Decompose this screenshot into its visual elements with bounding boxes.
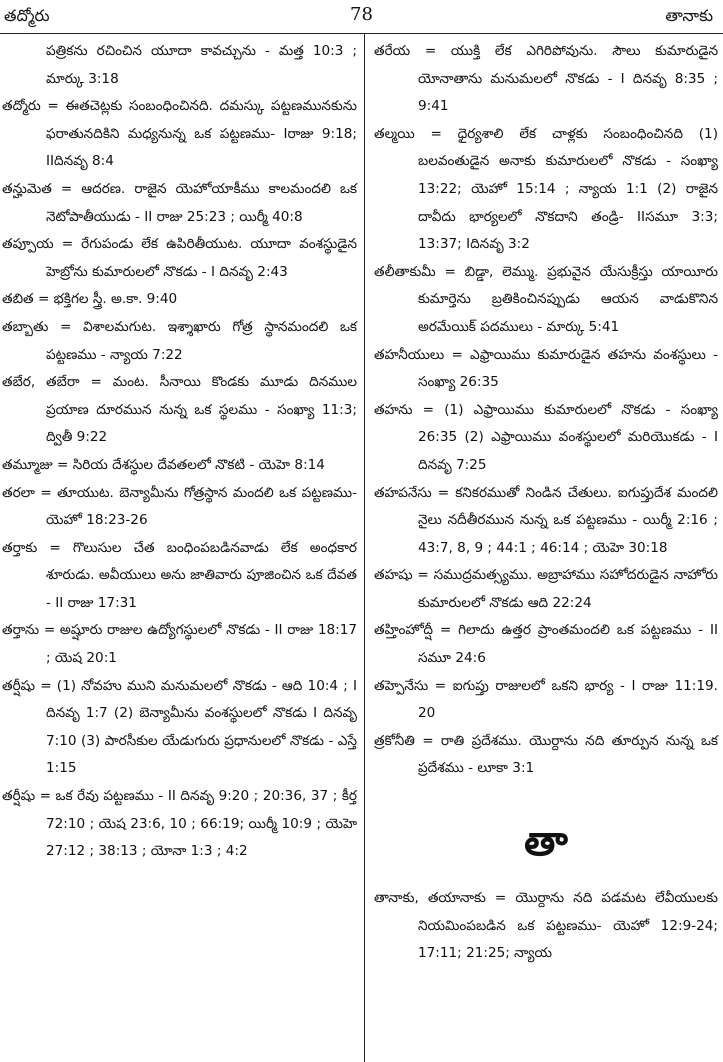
dictionary-entry bbox=[374, 121, 718, 259]
entry-headword: తమ్మూజు bbox=[2, 456, 53, 473]
header-guide-word-right: తానాకు bbox=[665, 6, 713, 25]
entry-definition: = తూయుట. బెన్యామీను గోత్రస్థాన మందలి ఒక పట్టణము- యెహో 18:23-26 bbox=[34, 484, 357, 529]
entry-headword: తద్మోరు bbox=[2, 98, 41, 115]
entry-definition: = ఒక రేవు పట్టణము - II దినవృ 9:20 ; 20:36, 37 ; కీర్త 72:10 ; యెష 23:6, 10 ; 66:19; యిర్మీ 10:9 ; యెహె 27:12 ; 38:13 ; యోనా 1:3 ; 4:2 bbox=[35, 788, 357, 860]
dictionary-entry bbox=[2, 369, 357, 452]
dictionary-entry bbox=[374, 562, 718, 617]
column-divider bbox=[364, 34, 365, 1062]
dictionary-entry bbox=[2, 452, 357, 480]
entry-definition: = భక్తిగల స్త్రీ. అ.కా. 9:40 bbox=[33, 291, 178, 308]
entry-definition: = యుక్తి లేక ఎగిరిపోవును. సౌలు కుమారుడైన యోనాతాను మనుమలలో నొకడు - I దినవృ 8:35 ; 9:41 bbox=[410, 43, 718, 115]
entry-definition: = యొర్దాను నది పడమట లేవీయులకు నియమింపబడిన ఒక పట్టణము- యెహో 12:9-24; 17:11; 21:25; న్యాయ bbox=[418, 890, 718, 962]
dictionary-entry bbox=[374, 728, 718, 783]
section-heading: తా bbox=[524, 819, 568, 866]
entry-headword: తప్పూయ bbox=[2, 236, 54, 253]
dictionary-entry bbox=[374, 259, 718, 342]
entry-headword: తబిత bbox=[2, 291, 34, 308]
header-guide-word-left: తద్మోరు bbox=[4, 6, 50, 25]
right-entries bbox=[374, 38, 718, 783]
entry-definition: = (1) ఎఫ్రాయిము కుమారులలో నొకడు - సంఖ్యా 26:35 (2) ఎఫ్రాయిము వంశస్థులలో మరియొకడు - I దినవృ 7:25 bbox=[412, 401, 718, 473]
page-header bbox=[0, 0, 723, 32]
entry-headword: తరేయ bbox=[374, 43, 411, 59]
entry-definition: = రాతి ప్రదేశము. యొర్దాను నది తూర్పున నున్న ఒక ప్రదేశము - లూకా 3:1 bbox=[414, 732, 718, 777]
entry-definition: = రేగుపండు లేక ఉపిరితీయుట. యూదా వంశస్థుడైన హెబ్రోను కుమారులలో నొకడు - I దినవృ 2:43 bbox=[46, 236, 357, 280]
dictionary-entry bbox=[374, 480, 718, 563]
entry-headword: తహషు bbox=[374, 567, 413, 584]
entry-definition: = అష్షూరు రాజుల ఉద్యోగస్థులలో నొకడు - II రాజు 18:17 ; యెష 20:1 bbox=[39, 622, 357, 667]
dictionary-entry bbox=[2, 617, 357, 672]
entry-headword: తర్షీషు bbox=[2, 788, 36, 805]
entry-headword: త్రకోనీతి bbox=[374, 732, 415, 749]
entry-headword: తహ్తింహోద్షీ bbox=[374, 622, 433, 639]
continued-entry: పత్రికను రచించిన యూదా కావచ్చును - మత్త 10:3 ; మార్కు 3:18 bbox=[46, 43, 357, 87]
dictionary-entry bbox=[2, 673, 357, 783]
entry-definition: = బిడ్డా, లెమ్ము. ప్రభువైన యేసుక్రీస్తు యాయీరు కుమార్తెను బ్రతికించినప్పుడు ఆయన వాడుకొనిన అరమేయిక్ పదములు - మార్కు 5:41 bbox=[418, 263, 718, 335]
entry-definition: = మంట. సీనాయి కొండకు మూడు దినముల ప్రయాణ దూరమున నున్న ఒక స్థలము - సంఖ్యా 11:3; ద్వితీ 9:22 bbox=[46, 374, 357, 446]
entry-definition: = (1) నోవహు ముని మనుమలలో నొకడు - ఆది 10:4 ; I దినవృ 1:7 (2) బెన్యామీను వంశస్థులలో నొకడు I దినవృ 7:10 (3) పారసీకుల యేడుగురు ప్రధానులలో నొకడు - ఎస్తే 1:15 bbox=[35, 677, 357, 777]
entry-headword: తబేర, తబేరా bbox=[2, 374, 80, 391]
entry-headword: తబ్బాతు bbox=[2, 318, 49, 335]
entry-definition: = ఆదరణ. రాజైన యెహోయాకీము కాలమందలి ఒక నెటోపాతీయుడు - II రాజు 25:23 ; యిర్మీ 40:8 bbox=[46, 180, 357, 225]
dictionary-entry bbox=[2, 176, 357, 231]
dictionary-entry bbox=[2, 480, 357, 535]
dictionary-entry bbox=[2, 314, 357, 369]
entry-headword: తహ్పెనేసు bbox=[374, 677, 429, 694]
entry-headword: తల్మయి bbox=[374, 125, 415, 142]
entry-headword: తర్షీషు bbox=[2, 677, 36, 694]
dictionary-entry bbox=[374, 38, 718, 121]
dictionary-entry bbox=[2, 783, 357, 866]
entry-definition: = గొలుసుల చేత బంధింపబడినవాడు లేక అంధకార శూరుడు. అవీయులు అను జాతివారు పూజించిన ఒక దేవత - II రాజు 17:31 bbox=[37, 539, 357, 611]
dictionary-entry bbox=[374, 885, 718, 968]
dictionary-entry bbox=[374, 342, 718, 397]
entry-headword: తరలా bbox=[2, 484, 35, 501]
section-entries bbox=[374, 885, 718, 968]
page-number: 78 bbox=[350, 4, 373, 25]
entry-headword: తహను bbox=[374, 401, 413, 418]
entry-definition: = విశాలమగుట. ఇశ్శాఖారు గోత్ర స్థానమందలి ఒక పట్టణము - న్యాయ 7:22 bbox=[46, 318, 357, 363]
entry-definition: = ఈతచెట్లకు సంబంధించినది. దమస్కు పట్టణమునకును ఫరాతునదికిని మధ్యనున్న ఒక పట్టణము- Iరాజు 9:18; IIదినవృ 8:4 bbox=[40, 98, 357, 170]
entry-headword: తహనీయులు bbox=[374, 346, 445, 363]
entry-definition: = సముద్రమత్స్యము. అబ్రాహాము సహోదరుడైన నాహోరు కుమారులలో నొకడు ఆది 22:24 bbox=[412, 567, 718, 611]
left-entries bbox=[2, 93, 357, 866]
dictionary-entry bbox=[2, 286, 357, 314]
entry-definition: = ఎఫ్రాయిము కుమారుడైన తహను వంశస్థులు - సంఖ్యా 26:35 bbox=[418, 346, 718, 391]
entry-headword: తర్తాకు bbox=[2, 539, 38, 556]
dictionary-entry bbox=[2, 231, 357, 286]
dictionary-entry bbox=[374, 673, 718, 728]
entry-definition: = సిరియ దేశస్థుల దేవతలలో నొకటి - యెహె 8:14 bbox=[52, 456, 325, 473]
entry-headword: తానాకు, తయానాకు bbox=[374, 890, 486, 907]
entry-headword: తలీతాకుమీ bbox=[374, 263, 436, 280]
header-rule bbox=[0, 33, 723, 34]
right-column bbox=[374, 38, 718, 968]
entry-definition: = ధైర్యశాలి లేక చాళ్లకు సంబంధించినది (1) బలవంతుడైన అనాకు కుమారులలో నొకడు - సంఖ్యా 13:22; యెహో 15:14 ; న్యాయ 1:1 (2) రాజైన దావీదు భార్యలలో నొకదాని తండ్రి- IIసమూ 3:3; 13:37; Iదినవృ 3:2 bbox=[414, 125, 718, 253]
entry-headword: తర్తాను bbox=[2, 622, 40, 639]
entry-definition: = కనికరముతో నిండిన చేతులు. ఐగుప్తుదేశ మందలి నైలు నదీతీరమున నున్న ఒక పట్టణము - యిర్మీ 2:16 ; 43:7, 8, 9 ; 44:1 ; 46:14 ; యెహె 30:18 bbox=[418, 484, 718, 556]
entry-definition: = ఐగుప్తు రాజులలో ఒకని భార్య - I రాజు 11:19. 20 bbox=[418, 677, 718, 722]
dictionary-entry bbox=[374, 397, 718, 480]
entry-headword: తహపనేసు bbox=[374, 484, 432, 501]
dictionary-entry bbox=[2, 535, 357, 618]
entry-headword: తన్హుమెత bbox=[2, 180, 52, 197]
entry-definition: = గిలాదు ఉత్తర ప్రాంతమందలి ఒక పట్టణము - II సమూ 24:6 bbox=[418, 622, 718, 667]
left-column bbox=[2, 38, 357, 866]
dictionary-entry bbox=[2, 93, 357, 176]
dictionary-entry bbox=[374, 617, 718, 672]
